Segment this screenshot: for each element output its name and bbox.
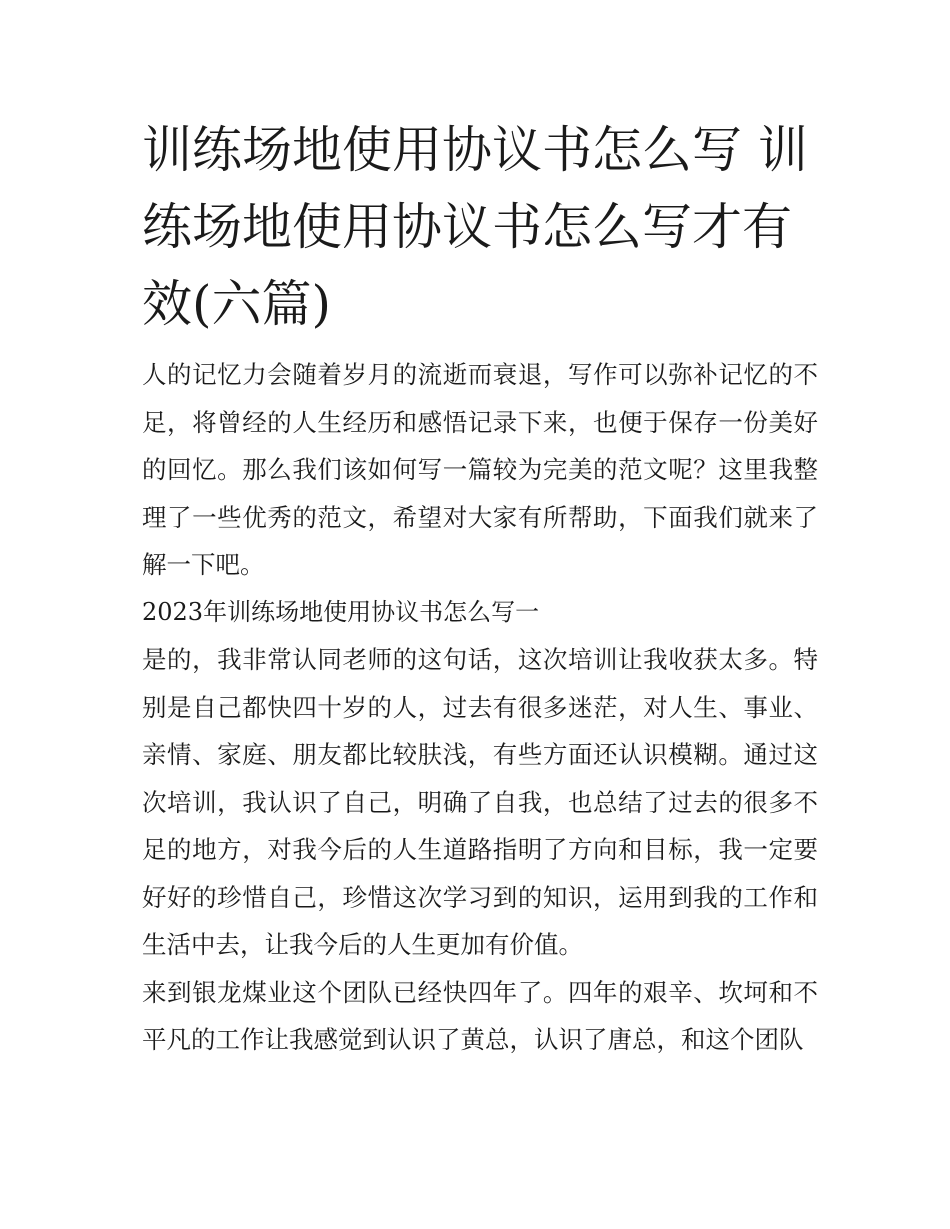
document-page xyxy=(142,112,818,1064)
body-paragraph: 来到银龙煤业这个团队已经快四年了。四年的艰辛、坎坷和不平凡的工作让我感觉到认识了黄总，认识了唐总，和这个团队 xyxy=(142,977,818,1054)
body-paragraph: 是的，我非常认同老师的这句话，这次培训让我收获太多。特别是自己都快四十岁的人，过去有很多迷茫，对人生、事业、亲情、家庭、朋友都比较肤浅，有些方面还认识模糊。通过这次培训，我认识了自己，明确了自我，也总结了过去的很多不足的地方，对我今后的人生道路指明了方向和目标，我一定要好好的珍惜自己，珍惜这次学习到的知识，运用到我的工作和生活中去，让我今后的人生更加有价值。 xyxy=(142,645,818,959)
document-title: 训练场地使用协议书怎么写 训练场地使用协议书怎么写才有效(六篇) xyxy=(142,121,808,333)
section-heading: 2023年训练场地使用协议书怎么写一 xyxy=(142,597,540,626)
intro-paragraph: 人的记忆力会随着岁月的流逝而衰退，写作可以弥补记忆的不足，将曾经的人生经历和感悟记录下来，也便于保存一份美好的回忆。那么我们该如何写一篇较为完美的范文呢？这里我整理了一些优秀的范文，希望对大家有所帮助，下面我们就来了解一下吧。 xyxy=(142,360,818,579)
